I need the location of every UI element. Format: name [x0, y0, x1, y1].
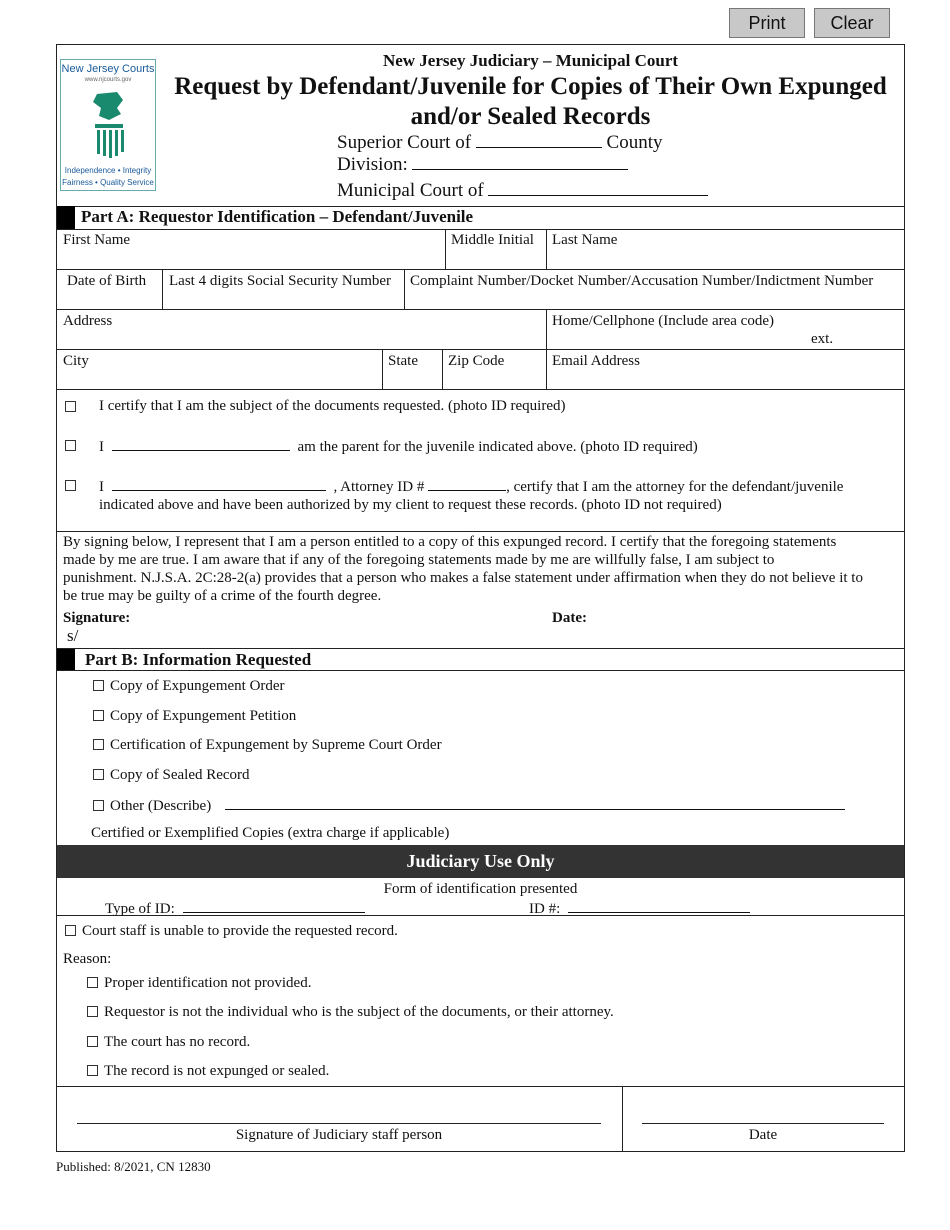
form-title-line-2: and/or Sealed Records: [410, 103, 651, 130]
cert-attorney-text: , certify that I am the attorney for the defendant/juvenile: [506, 479, 844, 495]
request-expungement-petition: [93, 707, 296, 725]
cert-parent-line: [99, 436, 698, 456]
reason-row-4: [87, 1062, 329, 1080]
municipal-court-line: [337, 180, 708, 202]
cert-attorney-text-2: indicated above and have been authorized by my client to request these records. (photo ID not required): [99, 497, 722, 513]
request-sealed-record: [93, 766, 250, 784]
staff-signature-label: Signature of Judiciary staff person: [235, 1127, 443, 1143]
reason-row-3: [87, 1033, 250, 1051]
expungement-order-label: Copy of Expungement Order: [110, 678, 285, 694]
email-label: Email Address: [552, 353, 640, 369]
first-name-label: First Name: [63, 232, 131, 248]
statement-line-1: By signing below, I represent that I am a person entitled to a copy of this expunged record. I certify that the foregoing statements: [63, 534, 837, 550]
statement-line-3: punishment. N.J.S.A. 2C:28-2(a) provides that a person who makes a false statement under affirmation when they do not believe it to: [63, 570, 863, 586]
attorney-name-field[interactable]: [112, 476, 326, 491]
middle-initial-label: Middle Initial: [451, 232, 534, 248]
logo-motto-2: Fairness • Quality Service: [62, 178, 154, 187]
nj-courts-logo: [60, 59, 156, 191]
agency-name: New Jersey Judiciary – Municipal Court: [382, 51, 679, 70]
date-label: Date:: [552, 610, 587, 626]
section-marker: [57, 649, 75, 670]
cert-subject-text: I certify that I am the subject of the documents requested. (photo ID required): [99, 398, 566, 414]
sealed-record-checkbox[interactable]: [93, 769, 104, 780]
ssn-label: Last 4 digits Social Security Number: [169, 273, 392, 289]
statement-line-2: made by me are true. I am aware that if any of the foregoing statements made by me are willfully false, I am subject to: [63, 552, 775, 568]
last-name-label: Last Name: [552, 232, 618, 248]
staff-signature-field[interactable]: [77, 1123, 601, 1124]
dob-label: Date of Birth: [67, 273, 147, 289]
city-label: City: [63, 353, 89, 369]
print-button[interactable]: Print: [729, 8, 805, 38]
request-certification: [93, 736, 442, 754]
logo-motto-1: Independence • Integrity: [64, 166, 152, 175]
certification-checkbox[interactable]: [93, 739, 104, 750]
reason-1-label: Proper identification not provided.: [104, 975, 312, 991]
attorney-id-field[interactable]: [428, 476, 506, 491]
municipal-court-field[interactable]: [488, 181, 708, 196]
form-of-id-label: Form of identification presented: [383, 881, 578, 897]
cert-parent-text: am the parent for the juvenile indicated above. (photo ID required): [297, 439, 698, 455]
certified-copies-note: Certified or Exemplified Copies (extra charge if applicable): [91, 825, 450, 841]
state-label: State: [388, 353, 418, 369]
ext-label: ext.: [811, 331, 834, 347]
staff-date-field[interactable]: [642, 1123, 884, 1124]
cert-parent-row: [65, 437, 82, 455]
reason-row-2: [87, 1003, 614, 1021]
sealed-record-label: Copy of Sealed Record: [110, 767, 250, 783]
form-frame: [56, 44, 905, 1152]
attorney-id-label: , Attorney ID #: [333, 479, 425, 495]
other-describe-field[interactable]: [225, 795, 845, 810]
division-field[interactable]: [412, 155, 628, 170]
statement-line-4: be true may be guilty of a crime of the fourth degree.: [63, 588, 382, 604]
certification-label: Certification of Expungement by Supreme Court Order: [110, 737, 442, 753]
cert-subject-row: [65, 398, 82, 416]
division-line: [337, 154, 628, 176]
unable-label: Court staff is unable to provide the requested record.: [82, 923, 398, 939]
superior-court-county-field[interactable]: [476, 133, 602, 148]
reason-3-checkbox[interactable]: [87, 1036, 98, 1047]
other-label: Other (Describe): [110, 798, 212, 814]
zip-code-label: Zip Code: [448, 353, 505, 369]
other-checkbox[interactable]: [93, 800, 104, 811]
request-other: [93, 795, 845, 815]
part-b-header: [57, 649, 904, 670]
complaint-number-label: Complaint Number/Docket Number/Accusation Number/Indictment Number: [410, 273, 874, 289]
reason-2-checkbox[interactable]: [87, 1006, 98, 1017]
signature-label: Signature:: [63, 610, 131, 626]
reason-4-label: The record is not expunged or sealed.: [104, 1063, 330, 1079]
county-label: County: [606, 132, 663, 153]
expungement-petition-checkbox[interactable]: [93, 710, 104, 721]
cert-attorney-row: [65, 477, 82, 495]
request-expungement-order: [93, 677, 285, 695]
superior-court-label: Superior Court of: [337, 132, 472, 153]
type-of-id-label: Type of ID:: [105, 901, 175, 917]
superior-court-line: [337, 132, 663, 154]
section-marker: [57, 206, 75, 229]
part-a-header: [57, 206, 904, 229]
part-b-title: Part B: Information Requested: [85, 650, 312, 669]
address-label: Address: [63, 313, 113, 329]
form-title-line-1: Request by Defendant/Juvenile for Copies of Their Own Expunged: [174, 73, 887, 100]
division-label: Division:: [337, 154, 408, 175]
expungement-order-checkbox[interactable]: [93, 680, 104, 691]
id-number-field[interactable]: [568, 898, 750, 913]
reason-1-checkbox[interactable]: [87, 977, 98, 988]
reason-label: Reason:: [63, 951, 112, 967]
cert-attorney-prefix: I: [99, 479, 104, 495]
id-number-label: ID #:: [529, 901, 561, 917]
logo-name: New Jersey Courts: [61, 63, 155, 75]
phone-label: Home/Cellphone (Include area code): [552, 313, 774, 329]
part-a-title: Part A: Requestor Identification – Defendant/Juvenile: [81, 207, 474, 226]
cert-attorney-checkbox[interactable]: [65, 480, 76, 491]
cert-parent-prefix: I: [99, 439, 104, 455]
municipal-court-label: Municipal Court of: [337, 180, 484, 201]
expungement-petition-label: Copy of Expungement Petition: [110, 708, 297, 724]
reason-4-checkbox[interactable]: [87, 1065, 98, 1076]
courthouse-icon: [87, 90, 131, 162]
reason-row-1: [87, 974, 311, 992]
unable-row: [65, 922, 398, 940]
judiciary-use-header: Judiciary Use Only: [57, 845, 904, 878]
clear-button[interactable]: Clear: [814, 8, 890, 38]
staff-date-label: Date: [748, 1127, 778, 1143]
logo-url: www.njcourts.gov: [84, 77, 132, 83]
signature-field[interactable]: s/: [67, 626, 79, 645]
reason-3-label: The court has no record.: [104, 1034, 251, 1050]
parent-name-field[interactable]: [112, 436, 290, 451]
unable-checkbox[interactable]: [65, 925, 76, 936]
type-of-id-field[interactable]: [183, 898, 365, 913]
cert-attorney-line: [99, 476, 843, 496]
cert-subject-checkbox[interactable]: [65, 401, 76, 412]
cert-parent-checkbox[interactable]: [65, 440, 76, 451]
reason-2-label: Requestor is not the individual who is the subject of the documents, or their attorney.: [104, 1004, 614, 1020]
published-footer: Published: 8/2021, CN 12830: [56, 1159, 211, 1174]
